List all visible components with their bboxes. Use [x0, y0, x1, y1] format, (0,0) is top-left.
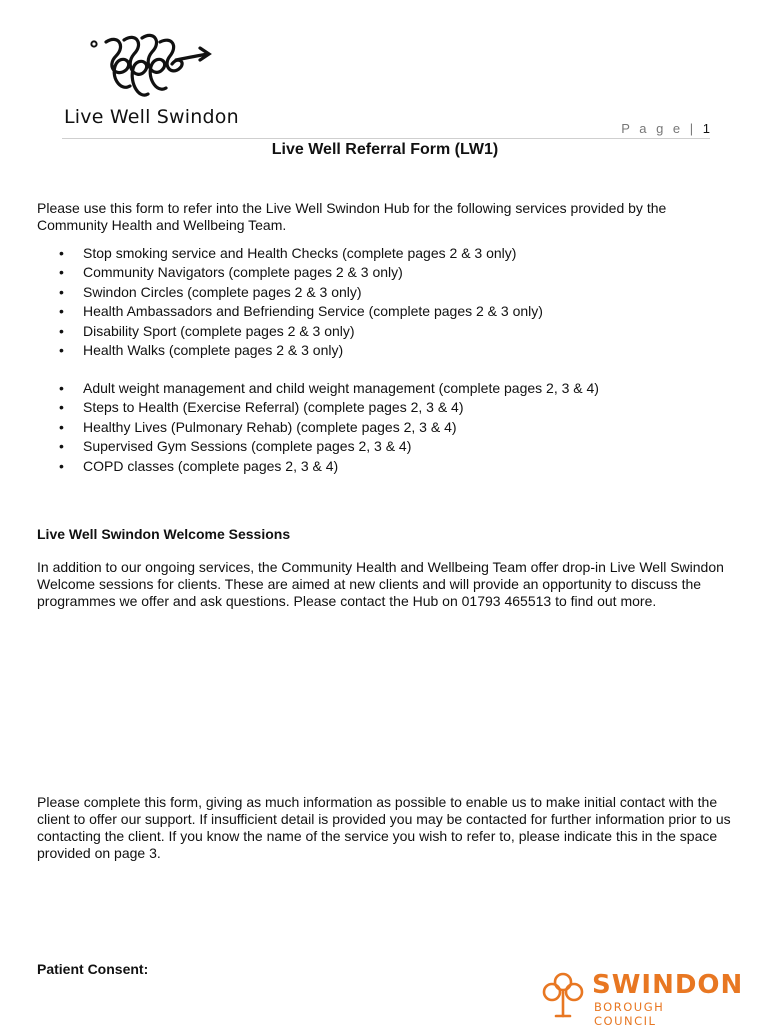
- welcome-paragraph: In addition to our ongoing services, the Community Health and Wellbeing Team offer drop-in Live Well Swindon Welcome sessions for clients. These are aimed at new clients and will provide an opportunity to discuss the programmes we offer and ask questions. Please contact the Hub on 01793 465513 to find out more.: [37, 559, 724, 609]
- list-item: • Swindon Circles (complete pages 2 & 3 only): [37, 283, 543, 302]
- services-list-2: [37, 379, 599, 476]
- list-item: • Adult weight management and child weight management (complete pages 2, 3 & 4): [37, 379, 599, 398]
- consent-heading: Patient Consent:: [37, 961, 149, 977]
- welcome-heading: Live Well Swindon Welcome Sessions: [37, 526, 291, 542]
- instructions-paragraph: Please complete this form, giving as much information as possible to enable us to make initial contact with the client to offer our support. If insufficient detail is provided you may be contacted for further information prior to us contacting the client. If you know the name of the service you wish to refer to, please indicate this in the space provided on page 3.: [37, 794, 731, 861]
- council-name: SWINDON: [592, 970, 744, 1000]
- page-number-value: 1: [702, 121, 710, 136]
- intro-paragraph: Please use this form to refer into the Live Well Swindon Hub for the following services provided by the Community Health and Wellbeing Team.: [37, 200, 667, 233]
- list-item: • Healthy Lives (Pulmonary Rehab) (complete pages 2, 3 & 4): [37, 418, 599, 437]
- council-subtitle: BOROUGH COUNCIL: [594, 1000, 665, 1028]
- list-item: • Community Navigators (complete pages 2 & 3 only): [37, 263, 543, 282]
- list-item: • COPD classes (complete pages 2, 3 & 4): [37, 457, 599, 476]
- list-item: • Health Walks (complete pages 2 & 3 only): [37, 341, 543, 360]
- swindon-borough-council-logo: [540, 964, 744, 1028]
- form-title: Live Well Referral Form (LW1): [271, 141, 499, 158]
- list-item: • Supervised Gym Sessions (complete pages 2, 3 & 4): [37, 437, 599, 456]
- list-item: • Steps to Health (Exercise Referral) (complete pages 2, 3 & 4): [37, 398, 599, 417]
- list-item: • Stop smoking service and Health Checks (complete pages 2 & 3 only): [37, 244, 543, 263]
- list-item: • Health Ambassadors and Befriending Service (complete pages 2 & 3 only): [37, 302, 543, 321]
- tree-icon: [540, 970, 586, 1020]
- list-item: • Disability Sport (complete pages 2 & 3 only): [37, 322, 543, 341]
- services-list-1: [37, 244, 543, 360]
- live-well-logo-mark-icon: [86, 30, 216, 110]
- page-label: P a g e |: [621, 121, 697, 136]
- page-number: [621, 121, 710, 136]
- logo-text: Live Well Swindon: [64, 106, 239, 128]
- header-divider: [62, 138, 710, 139]
- live-well-swindon-logo: [62, 24, 242, 134]
